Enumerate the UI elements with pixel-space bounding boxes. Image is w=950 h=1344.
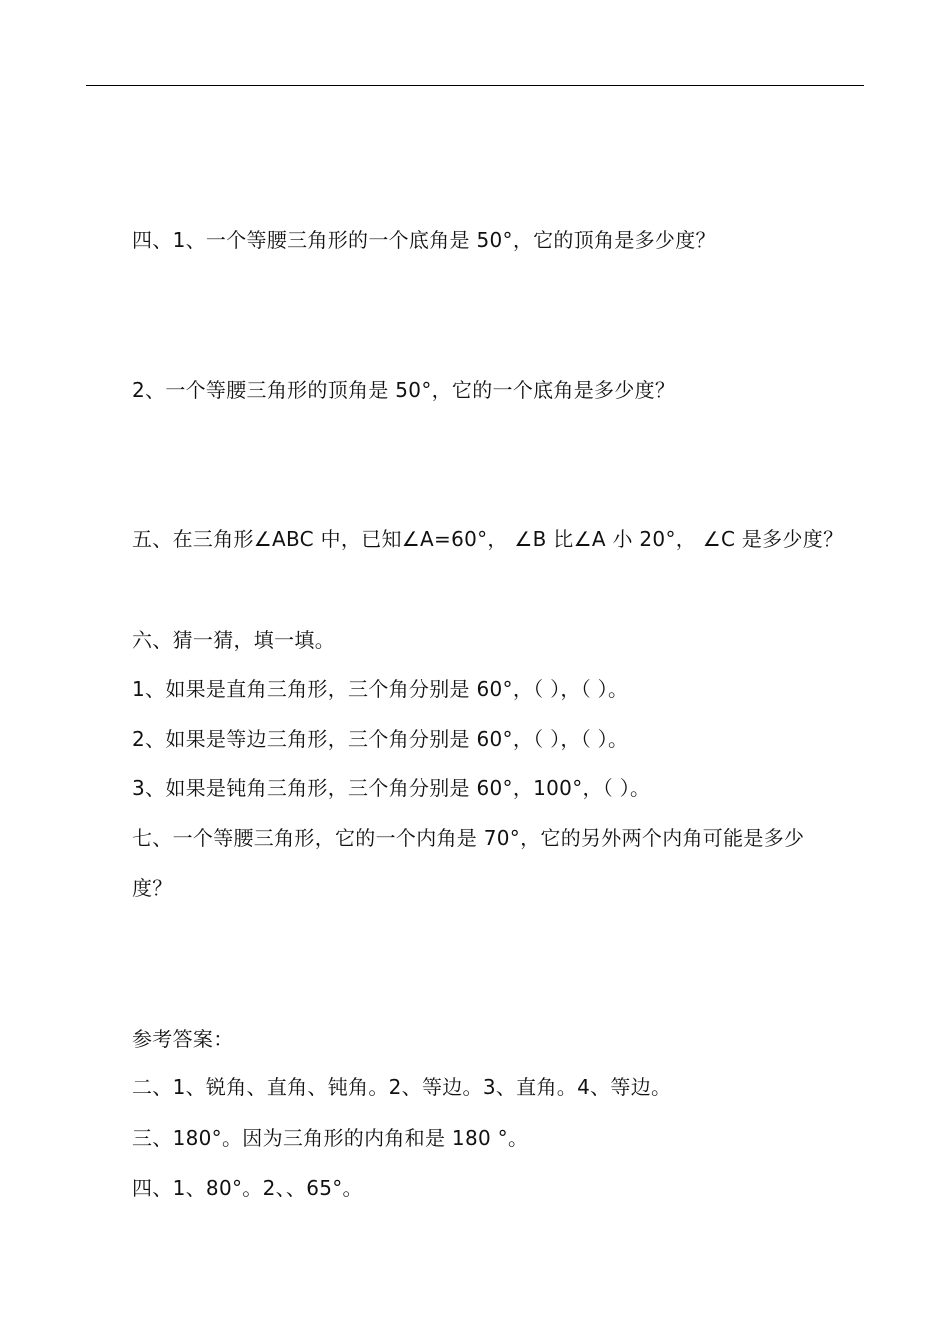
- question-7-line-2: 度？: [132, 876, 173, 900]
- answers-heading: 参考答案：: [132, 1027, 234, 1051]
- question-7-line-1: 七、一个等腰三角形，它的一个内角是 70°，它的另外两个内角可能是多少: [132, 826, 805, 850]
- question-4-item-1: 四、1、一个等腰三角形的一个底角是 50°，它的顶角是多少度？: [132, 228, 716, 252]
- question-6-item-3: 3、如果是钝角三角形，三个角分别是 60°，100°，（ ）。: [132, 776, 651, 800]
- answer-section-2: 二、1、锐角、直角、钝角。2、等边。3、直角。4、等边。: [132, 1075, 672, 1099]
- answer-section-4: 四、1、80°。2、、65°。: [132, 1176, 363, 1200]
- question-6-title: 六、猜一猜，填一填。: [132, 628, 335, 652]
- answer-section-3: 三、180°。因为三角形的内角和是 180 °。: [132, 1126, 529, 1150]
- question-6-item-1: 1、如果是直角三角形，三个角分别是 60°，（ ），（ ）。: [132, 677, 629, 701]
- question-5: 五、在三角形∠ABC 中，已知∠A=60°， ∠B 比∠A 小 20°， ∠C 是多少度？: [132, 527, 844, 551]
- question-4-item-2: 2、一个等腰三角形的顶角是 50°，它的一个底角是多少度？: [132, 378, 676, 402]
- question-6-item-2: 2、如果是等边三角形，三个角分别是 60°，（ ），（ ）。: [132, 727, 629, 751]
- header-rule: [86, 85, 864, 86]
